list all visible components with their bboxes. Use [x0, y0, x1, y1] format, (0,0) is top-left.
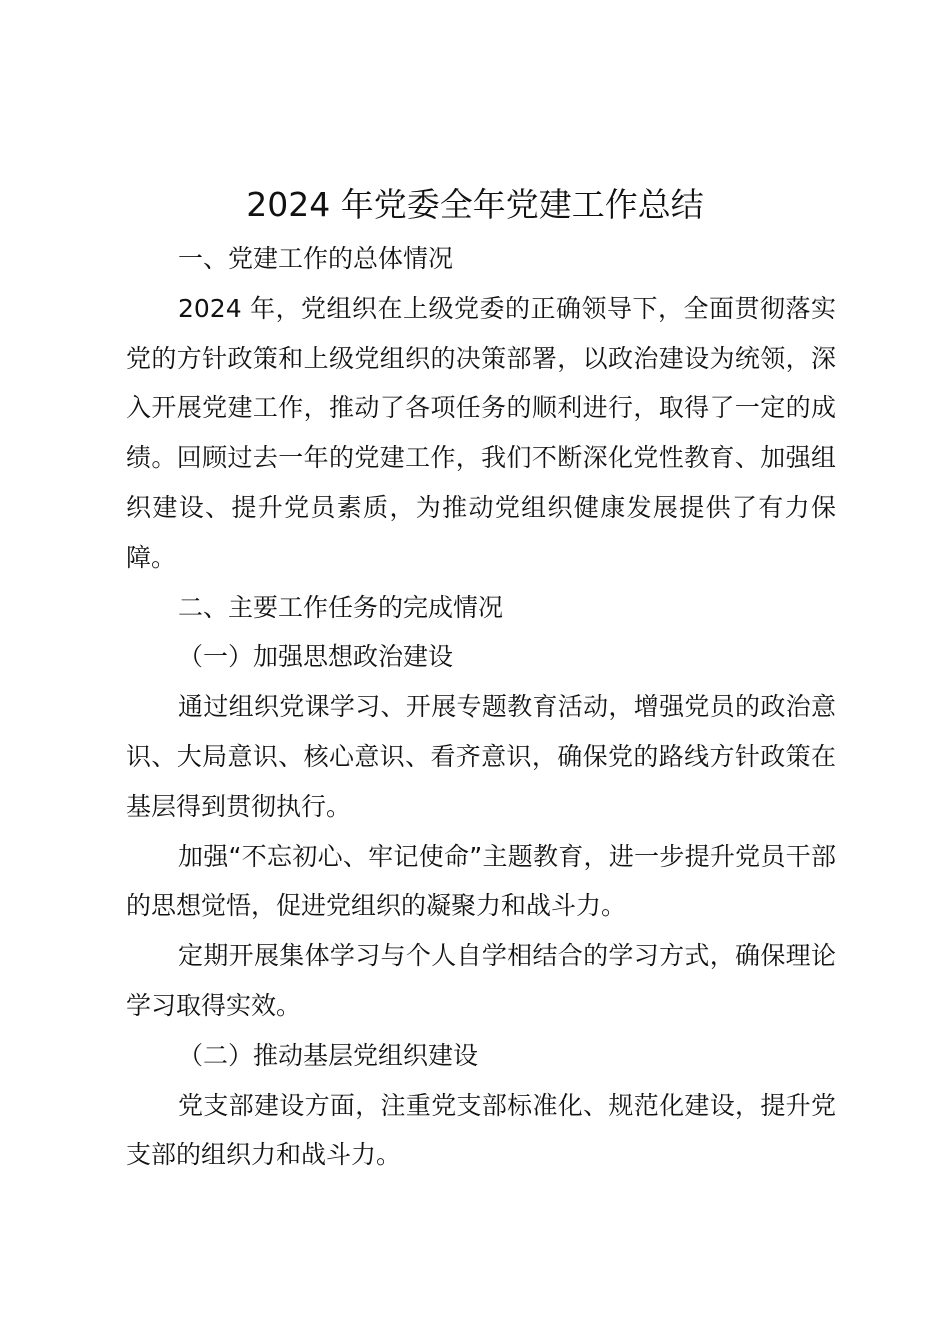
section-heading-overview: 一、党建工作的总体情况	[178, 244, 454, 273]
paragraph-ideology-2: 加强“不忘初心、牢记使命”主题教育，进一步提升党员干部的思想觉悟，促进党组织的凝聚力和战斗力。	[126, 841, 836, 921]
section-heading-main-tasks: 二、主要工作任务的完成情况	[178, 592, 504, 622]
document-title: 2024 年党委全年党建工作总结	[246, 185, 704, 224]
document-body	[126, 234, 836, 1180]
paragraph-overview: 2024 年，党组织在上级党委的正确领导下，全面贯彻落实党的方针政策和上级党组织的决策部署，以政治建设为统领，深入开展党建工作，推动了各项任务的顺利进行，取得了一定的成绩。回顾过去一年的党建工作，我们不断深化党性教育、加强组织建设、提升党员素质，为推动党组织健康发展提供了有力保障。	[126, 293, 836, 572]
paragraph-grassroots-1: 党支部建设方面，注重党支部标准化、规范化建设，提升党支部的组织力和战斗力。	[126, 1090, 836, 1170]
paragraph-ideology-3: 定期开展集体学习与个人自学相结合的学习方式，确保理论学习取得实效。	[126, 941, 836, 1020]
paragraph-ideology-1: 通过组织党课学习、开展专题教育活动，增强党员的政治意识、大局意识、核心意识、看齐意识，确保党的路线方针政策在基层得到贯彻执行。	[126, 692, 836, 821]
subsection-heading-ideology: （一）加强思想政治建设	[178, 642, 454, 672]
subsection-heading-grassroots: （二）推动基层党组织建设	[178, 1040, 479, 1070]
